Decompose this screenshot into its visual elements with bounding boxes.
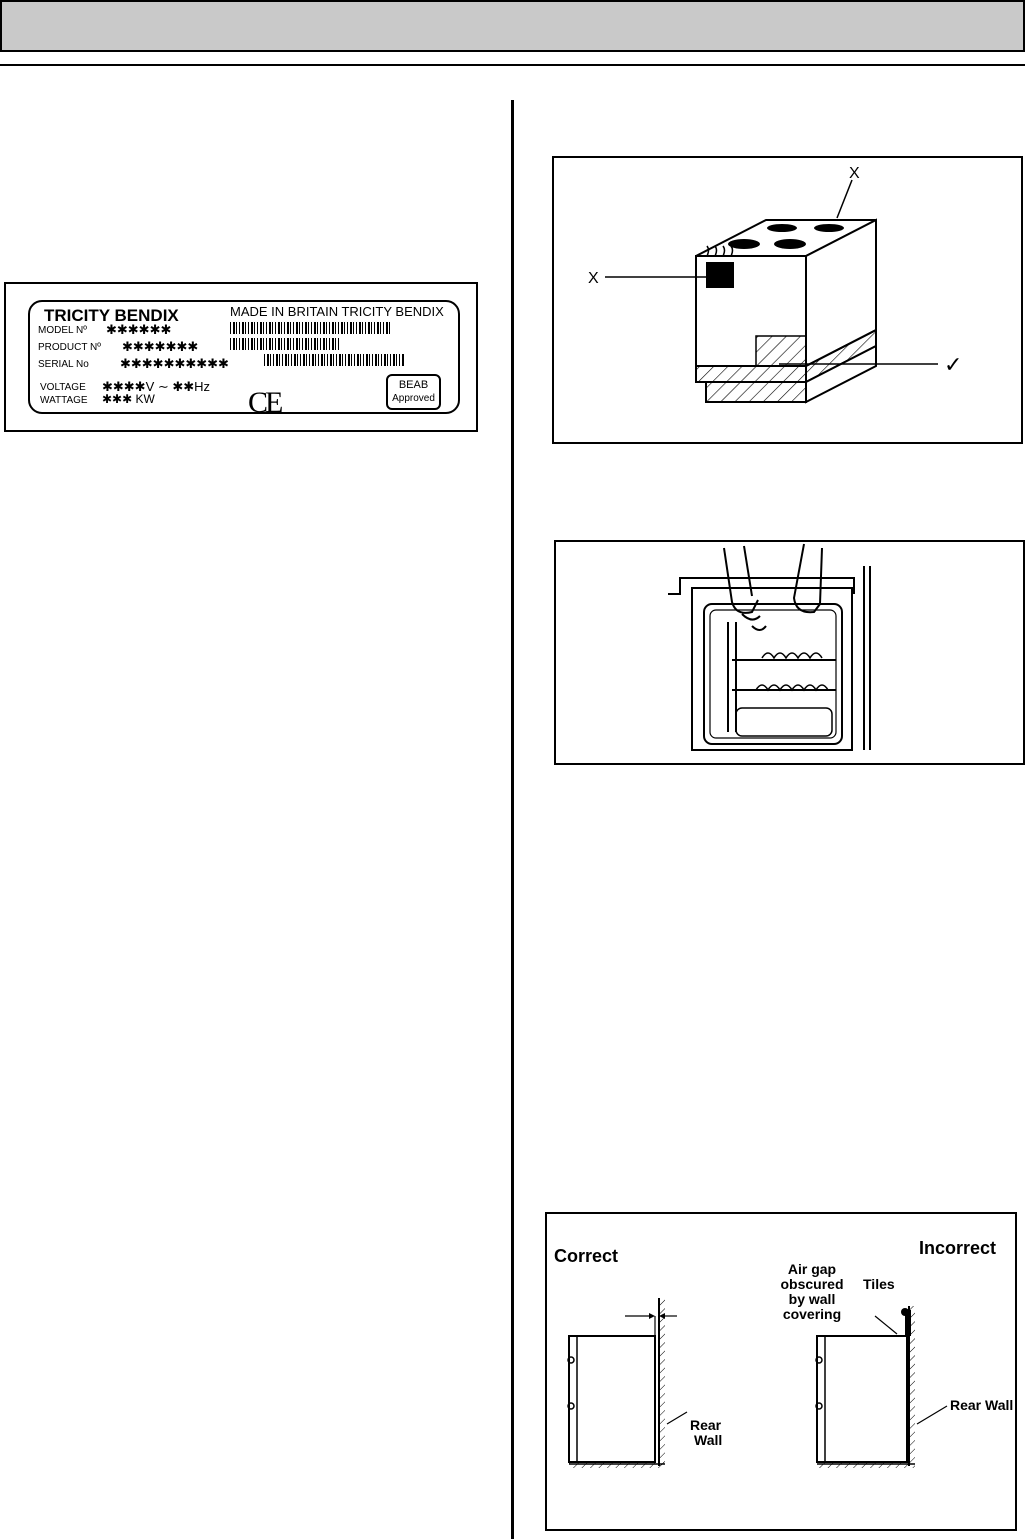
label-x-left: X xyxy=(588,270,599,287)
header-rule xyxy=(0,64,1025,66)
plate-brand: TRICITY BENDIX xyxy=(44,306,179,325)
correct-label: Correct xyxy=(554,1246,619,1266)
rating-plate xyxy=(28,300,460,419)
rear-wall-left-2: Wall xyxy=(694,1432,723,1448)
voltage-label: VOLTAGE xyxy=(40,382,86,393)
voltage-value: ✱✱✱✱V ∼ ✱✱Hz xyxy=(102,379,211,394)
model-label: MODEL Nº xyxy=(38,325,87,336)
incorrect-label: Incorrect xyxy=(919,1238,997,1258)
barcode-1 xyxy=(230,322,390,334)
barcode-3 xyxy=(264,354,404,366)
beab-line-1: BEAB xyxy=(398,379,429,391)
plate-made-in: MADE IN BRITAIN TRICITY BENDIX xyxy=(230,304,444,319)
oven-drawing xyxy=(556,542,1023,763)
label-x-top: X xyxy=(849,165,860,182)
barcode-2 xyxy=(230,338,340,350)
clearance-drawing xyxy=(547,1214,1015,1529)
cooker-drawing xyxy=(554,158,1021,442)
oven-shelf-figure xyxy=(554,540,1025,765)
cooker-siting-figure xyxy=(552,156,1023,444)
beab-line-2: Approved xyxy=(392,393,435,404)
product-value: ✱✱✱✱✱✱✱ xyxy=(122,339,199,354)
model-value: ✱✱✱✱✱✱ xyxy=(106,322,172,337)
serial-value: ✱✱✱✱✱✱✱✱✱✱ xyxy=(120,356,229,371)
ce-mark: CE xyxy=(248,386,281,419)
rear-wall-left-1: Rear xyxy=(690,1417,722,1433)
beab-badge xyxy=(386,374,441,410)
label-check: ✓ xyxy=(944,352,963,377)
wattage-value: ✱✱✱ KW xyxy=(102,392,155,406)
column-divider xyxy=(511,100,514,1539)
air-gap-line-4: covering xyxy=(782,1306,842,1322)
rating-plate-figure xyxy=(4,282,478,432)
air-gap-line-3: by wall xyxy=(788,1291,836,1307)
rear-wall-right: Rear Wall xyxy=(950,1397,1014,1413)
air-gap-line-1: Air gap xyxy=(787,1261,837,1277)
air-gap-line-2: obscured xyxy=(780,1276,844,1292)
product-label: PRODUCT Nº xyxy=(38,342,101,353)
serial-label: SERIAL No xyxy=(38,359,89,370)
wattage-label: WATTAGE xyxy=(40,395,88,406)
rear-clearance-figure xyxy=(545,1212,1017,1531)
header-bar xyxy=(0,0,1025,52)
tiles-label: Tiles xyxy=(863,1276,895,1292)
